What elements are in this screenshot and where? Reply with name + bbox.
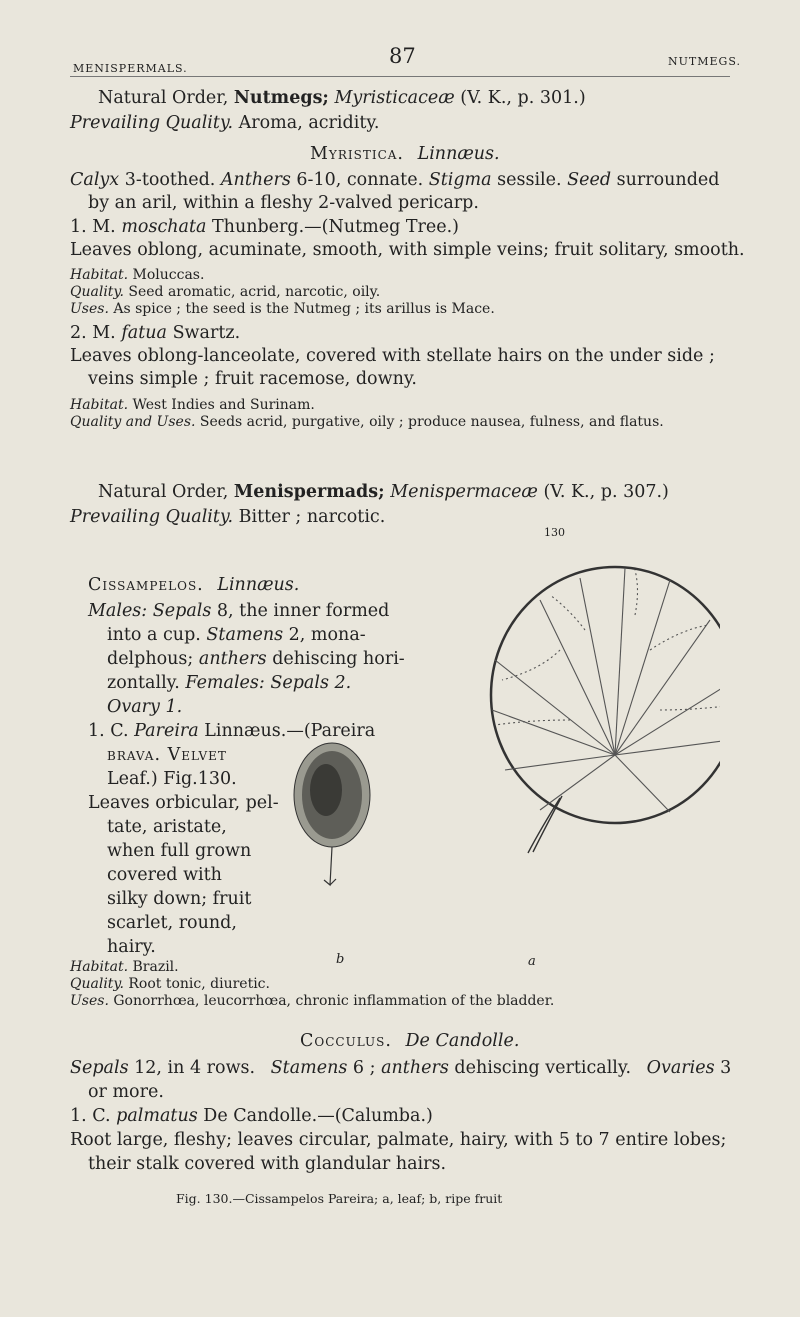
- figure-130-illustration: [240, 540, 720, 970]
- pareira-leaves-7: hairy.: [107, 937, 156, 957]
- pareira-leaves-2: tate, aristate,: [107, 817, 227, 837]
- cissampelos-heading: Cissampelos. Linnæus.: [88, 575, 300, 595]
- species-fatua: 2. M. fatua Swartz.: [70, 323, 241, 343]
- figure-caption: Fig. 130.—Cissampelos Pareira; a, leaf; b, ripe fruit: [176, 1191, 503, 1206]
- pareira-leaves-1: Leaves orbicular, pel-: [88, 793, 279, 813]
- fatua-habitat: Habitat. West Indies and Surinam.: [70, 397, 315, 413]
- fatua-leaves-cont: veins simple ; fruit racemose, downy.: [88, 369, 417, 389]
- figure-label-a: a: [528, 954, 536, 969]
- cocculus-heading: Cocculus. De Candolle.: [300, 1031, 520, 1051]
- species-pareira: 1. C. Pareira Linnæus.—(Pareira: [88, 721, 376, 741]
- species-palmatus: 1. C. palmatus De Candolle.—(Calumba.): [70, 1106, 433, 1126]
- leaf-a-drawing: [491, 567, 720, 853]
- males-line: Males: Sepals 8, the inner formed: [88, 601, 390, 621]
- genus-description: Calyx 3-toothed. Anthers 6-10, connate. Stigma sessile. Seed surrounded: [70, 170, 720, 190]
- order-menispermaceae: Natural Order, Menispermads; Menispermaceæ (V. K., p. 307.): [98, 482, 669, 502]
- genus-description-cont: by an aril, within a fleshy 2-valved pericarp.: [88, 193, 479, 213]
- moschata-leaves: Leaves oblong, acuminate, smooth, with simple veins; fruit solitary, smooth.: [70, 240, 745, 260]
- figure-number: 130: [544, 526, 565, 539]
- pareira-common-2: Leaf.) Fig.130.: [107, 769, 237, 789]
- palmatus-root-cont: their stalk covered with glandular hairs.: [88, 1154, 447, 1174]
- males-line-3: delphous; anthers dehiscing hori-: [107, 649, 405, 669]
- genus-heading: Myristica. Linnæus.: [310, 144, 500, 164]
- cocculus-description-cont: or more.: [88, 1082, 164, 1102]
- cocculus-description: Sepals 12, in 4 rows. Stamens 6 ; anthers dehiscing vertically. Ovaries 3: [70, 1058, 732, 1078]
- pareira-leaves-6: scarlet, round,: [107, 913, 237, 933]
- palmatus-root: Root large, fleshy; leaves circular, palmate, hairy, with 5 to 7 entire lobes;: [70, 1130, 727, 1150]
- moschata-uses: Uses. As spice ; the seed is the Nutmeg ; its arillus is Mace.: [70, 301, 495, 317]
- pareira-leaves-5: silky down; fruit: [107, 889, 252, 909]
- prevailing-quality: Prevailing Quality. Aroma, acridity.: [70, 113, 380, 133]
- males-line-2: into a cup. Stamens 2, mona-: [107, 625, 366, 645]
- moschata-habitat: Habitat. Moluccas.: [70, 267, 205, 283]
- header-rule: [70, 76, 730, 77]
- fruit-b-drawing: [294, 743, 370, 885]
- pareira-habitat: Habitat. Brazil.: [70, 959, 179, 975]
- pareira-quality: Quality. Root tonic, diuretic.: [70, 976, 270, 992]
- pareira-common: brava. Velvet: [107, 745, 227, 765]
- species-moschata: 1. M. moschata Thunberg.—(Nutmeg Tree.): [70, 217, 459, 237]
- prevailing-quality-2: Prevailing Quality. Bitter ; narcotic.: [70, 507, 386, 527]
- running-head-left: MENISPERMALS.: [73, 62, 188, 75]
- females-line: zontally. Females: Sepals 2.: [107, 673, 352, 693]
- pareira-leaves-3: when full grown: [107, 841, 252, 861]
- pareira-leaves-4: covered with: [107, 865, 222, 885]
- fatua-quality-uses: Quality and Uses. Seeds acrid, purgative, oily ; produce nausea, fulness, and flatus.: [70, 414, 664, 430]
- figure-label-b: b: [336, 952, 345, 967]
- moschata-quality: Quality. Seed aromatic, acrid, narcotic, oily.: [70, 284, 381, 300]
- ovary-line: Ovary 1.: [107, 697, 183, 717]
- page-number: 87: [389, 44, 416, 68]
- fatua-leaves: Leaves oblong-lanceolate, covered with stellate hairs on the under side ;: [70, 346, 715, 366]
- running-head-right: NUTMEGS.: [668, 55, 741, 68]
- order-myristicaceae: Natural Order, Nutmegs; Myristicaceæ (V. K., p. 301.): [98, 88, 586, 108]
- pareira-uses: Uses. Gonorrhœa, leucorrhœa, chronic inflammation of the bladder.: [70, 993, 555, 1009]
